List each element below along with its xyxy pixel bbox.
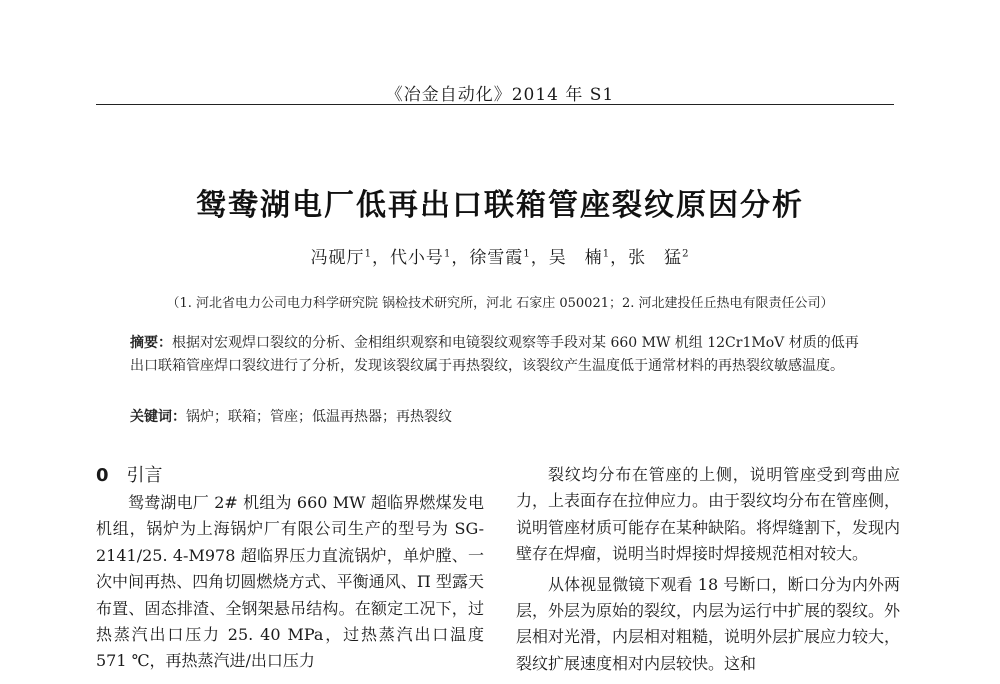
author-affil-mark: 1 [523,248,531,260]
paragraph-text: 裂纹均分布在管座的上侧，说明管座受到弯曲应力，上表面存在拉伸应力。由于裂纹均分布在管座侧，说明管座材质可能存在某种缺陷。将焊缝割下，发现内壁存在焊瘤，说明当时焊接时焊接规范相对较大。 [516,465,901,564]
author-name: 冯砚厅 [310,248,365,268]
section-title: 引言 [126,465,163,486]
author-list [0,243,1000,268]
keywords [130,406,860,426]
running-header: 《冶金自动化》2014 年 S1 [385,85,615,105]
section-number: 0 [96,465,109,486]
abstract-label: 摘要： [130,335,172,351]
abstract-text: 根据对宏观焊口裂纹的分析、金相组织观察和电镜裂纹观察等手段对某 660 MW 机组 12Cr1MoV 材质的低再出口联箱管座焊口裂纹进行了分析，发现该裂纹属于再热裂纹，该裂纹产生温度低于通常材料的再热裂纹敏感温度。 [130,335,859,374]
affiliations: （1. 河北省电力公司电力科学研究院 锅检技术研究所，河北 石家庄 050021；2. 河北建投任丘热电有限责任公司） [166,296,834,311]
abstract [130,332,860,378]
author-separator: ， [530,248,549,268]
paragraph-text: 鸳鸯湖电厂 2# 机组为 660 MW 超临界燃煤发电机组，锅炉为上海锅炉厂有限公司生产的型号为 SG-2141/25. 4-M978 超临界压力直流锅炉，单炉膛、一次中间再热、四角切圆燃烧方式、平衡通风、Π 型露天布置、固态排渣、全钢架悬吊结构。在额定工况下，过热蒸汽出口压力 25. 40 MPa，过热蒸汽出口温度 571 ℃，再热蒸汽进/出口压力 [96,493,484,671]
section-heading [96,462,484,490]
author-affil-mark: 1 [602,248,611,260]
paragraph [96,490,484,675]
keywords-text: 锅炉；联箱；管座；低温再热器；再热裂纹 [186,409,452,425]
author-affil-mark: 1 [364,248,372,260]
paragraph-text: 从体视显微镜下观看 18 号断口，断口分为内外两层，外层为原始的裂纹，内层为运行中扩展的裂纹。外层相对光滑，内层相对粗糙，说明外层扩展应力较大，裂纹扩展速度相对内层较快。这和 [516,574,901,673]
author-name: 徐雪霞 [469,248,524,268]
keywords-label: 关键词： [130,409,186,425]
author-separator: ， [371,248,390,268]
right-column [516,462,900,681]
paragraph [516,572,900,678]
article-title: 鸳鸯湖电厂低再出口联箱管座裂纹原因分析 [196,188,804,223]
author-name: 张 猛 [628,248,683,268]
author-affil-mark: 2 [682,248,690,260]
author-separator: ， [451,248,470,268]
header-rule [96,104,894,105]
left-column [96,462,484,679]
author-affil-mark: 1 [443,248,452,260]
author-separator: ， [610,248,629,268]
author-name: 吴 楠 [548,248,603,268]
author-name: 代小号 [389,248,444,268]
paragraph [516,462,900,568]
